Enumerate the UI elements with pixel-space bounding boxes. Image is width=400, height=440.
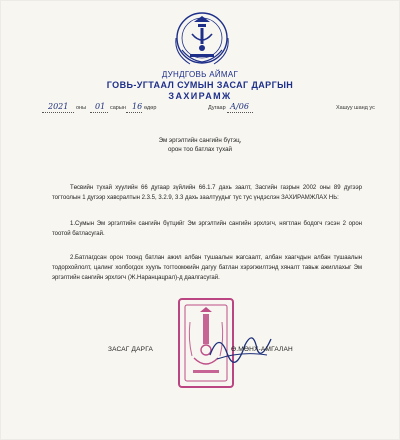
meta-month: 01 [95, 102, 106, 111]
meta-year: 2021 [48, 102, 69, 111]
office-name: ГОВЬ-УГТААЛ СУМЫН ЗАСАГ ДАРГЫН [106, 80, 294, 90]
meta-month-suffix: сарын [110, 105, 126, 111]
number-underline [227, 112, 253, 113]
signatory-title: ЗАСАГ ДАРГА [108, 346, 154, 353]
subject-line-1: Эм эргэлтийн сангийн бүтэц, [158, 137, 242, 144]
document-type: ЗАХИРАМЖ [168, 91, 232, 101]
meta-place: Хашуу шанд ус [336, 105, 375, 111]
body-paragraph-item-1: 1.Сумын Эм эргэлтийн сангийн бүтцийг Эм эргэлтийн сангийн эрхлэгч, нягтлан бодогч гэсэн 2 орон тоотой батласугай. [52, 221, 362, 238]
meta-day-suffix: өдөр [144, 105, 157, 111]
meta-day: 16 [132, 102, 143, 111]
signatory-name: Ө.МӨНХ-АМГАЛАН [231, 346, 293, 353]
body-paragraph-item-2: 2.Батлагдсан орон тоонд батлан ажил албан тушаалын жагсаалт, албан хаагчдын албан тушаалын тодорхойлолт, цалинг холбогдох хууль тогтоомжийн дагуу батлан хэрэгжилтэнд хяналт тавьж ажиллахыг Эм эргэлтийн сангийн эрхлэгч (Ж.Наранцацрал)-д даалгасугай. [52, 255, 362, 282]
month-underline [90, 112, 108, 113]
meta-year-suffix: оны [76, 105, 87, 111]
document-meta [40, 100, 375, 120]
body-paragraph-preamble: Төсвийн тухай хуулийн 66 дугаар зүйлийн 66.1.7 дахь заалт, Засгийн газрын 2002 оны 89 дугээр тогтоолын 1 дугээр хавсралтын 2.3.5, 3.2.9, 3.3 дахь заалтуудыг тус тус үндэслэн ЗАХИРАМЖЛАХ НЬ: [52, 185, 362, 202]
meta-number: А/06 [230, 102, 249, 111]
document-subject [0, 136, 400, 154]
subject-line-2: орон тоо батлах тухай [167, 146, 232, 153]
year-underline [42, 112, 74, 113]
aimag-name: ДУНДГОВЬ АЙМАГ [161, 70, 239, 79]
day-underline [126, 112, 142, 113]
state-emblem-icon [170, 10, 234, 70]
meta-number-label: Дугаар [208, 105, 226, 111]
